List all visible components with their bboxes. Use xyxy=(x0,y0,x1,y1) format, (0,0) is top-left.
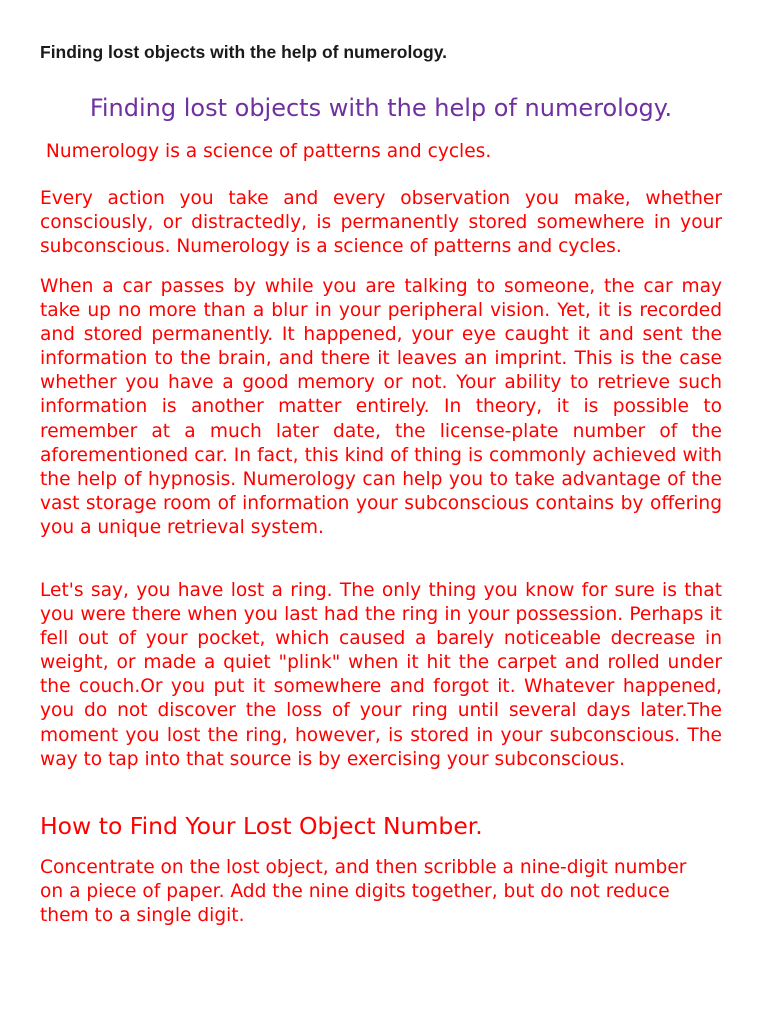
intro-line: Numerology is a science of patterns and cycles. xyxy=(40,141,492,162)
paragraph-1: Every action you take and every observation you make, whether consciously, or distractedly, is permanently stored somewhere in your subconscious. Numerology is a science of patterns and cycles. xyxy=(40,188,722,258)
document-title: Finding lost objects with the help of numerology. xyxy=(40,42,448,62)
sub-heading: How to Find Your Lost Object Number. xyxy=(40,812,483,840)
final-paragraph: Concentrate on the lost object, and then scribble a nine-digit number on a piece of paper. Add the nine digits together, but do not reduce them to a single digit. xyxy=(40,857,687,927)
paragraph-2: When a car passes by while you are talking to someone, the car may take up no more than a blur in your peripheral vision. Yet, it is recorded and stored permanently. It happened, your eye caught it and sent the information to the brain, and there it leaves an imprint. This is the case whether you have a good memory or not. Your ability to retrieve such information is another matter entirely. In theory, it is possible to remember at a much later date, the license-plate number of the aforementioned car. In fact, this kind of thing is commonly achieved with the help of hypnosis. Numerology can help you to take advantage of the vast storage room of information your subconscious contains by offering you a unique retrieval system. xyxy=(40,276,722,538)
main-heading: Finding lost objects with the help of numerology. xyxy=(89,94,673,122)
paragraph-3: Let's say, you have lost a ring. The only thing you know for sure is that you were there when you last had the ring in your possession. Perhaps it fell out of your pocket, which caused a barely noticeable decrease in weight, or made a quiet "plink" when it hit the carpet and rolled under the couch.Or you put it somewhere and forgot it. Whatever happened, you do not discover the loss of your ring until several days later.The moment you lost the ring, however, is stored in your subconscious. The way to tap into that source is by exercising your subconscious. xyxy=(40,580,722,770)
